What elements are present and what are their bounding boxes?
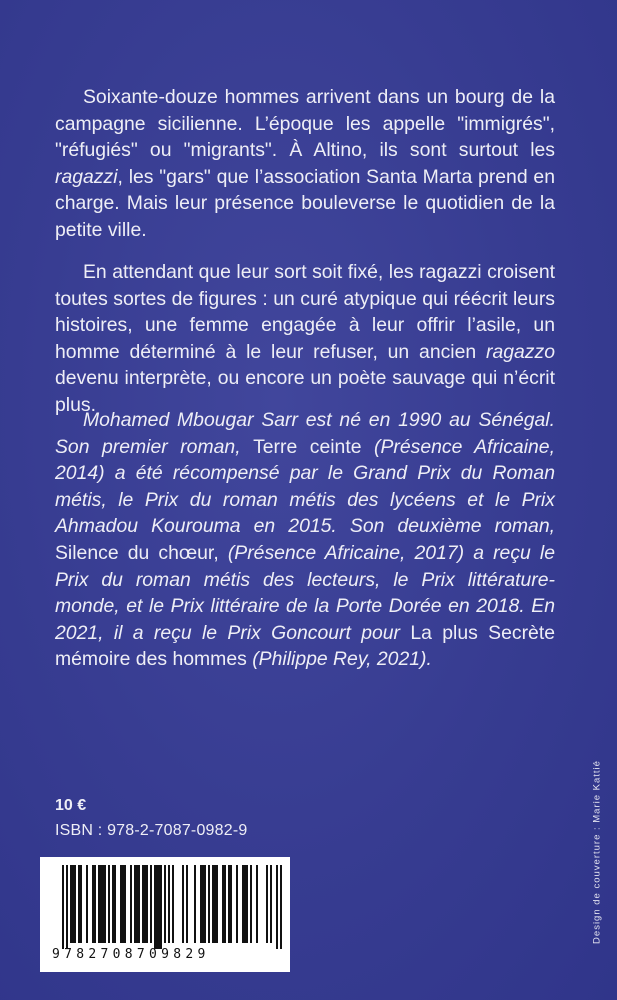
barcode-bar [156, 865, 158, 949]
barcode-bar [150, 865, 152, 943]
price-label: 10 € [55, 797, 87, 814]
barcode-bar [202, 865, 204, 943]
barcode-bar [246, 865, 248, 943]
barcode-bar [244, 865, 246, 943]
barcode-bar [120, 865, 122, 943]
barcode-bar [280, 865, 282, 949]
barcode-digits: 9782708709829 [52, 947, 210, 962]
barcode-bar [256, 865, 258, 943]
barcode-bar [86, 865, 88, 943]
author-bio: Mohamed Mbougar Sarr est né en 1990 au Sénégal. Son premier roman, Terre ceinte (Présence Africaine, 2014) a été récompensé par le Grand Prix du Roman métis, le Prix du roman métis des lycéens et le Prix Ahmadou Kourouma en 2015. Son deuxième roman, Silence du chœur, (Présence Africaine, 2017) a reçu le Prix du roman métis des lecteurs, le Prix littérature-monde, et le Prix littéraire de la Porte Dorée en 2018. En 2021, il a reçu le Prix Goncourt pour La plus Secrète mémoire des hommes (Philippe Rey, 2021). [55, 409, 556, 671]
barcode-bar [208, 865, 210, 943]
blurb-paragraph-1 [55, 84, 555, 244]
barcode-bar [216, 865, 218, 943]
barcode-bar [214, 865, 216, 943]
barcode-bar [70, 865, 72, 943]
barcode-bar [168, 865, 170, 943]
barcode-bar [80, 865, 82, 943]
barcode-bar [136, 865, 138, 943]
barcode-bar [124, 865, 126, 943]
barcode-bar [92, 865, 94, 943]
barcode-bar [212, 865, 214, 943]
barcode-bar [194, 865, 196, 943]
blurb-p2-text: En attendant que leur sort soit fixé, les ragazzi croisent toutes sortes de figures : un curé atypique qui réécrit leurs histoires, une femme engagée à leur offrir l’asile, un homme déterminé à le leur refuser, un ancien ragazzo devenu interprète, ou encore un poète sauvage qui n’écrit plus. [55, 261, 555, 416]
barcode-bar [186, 865, 188, 943]
barcode-bar [62, 865, 64, 949]
barcode-bar [78, 865, 80, 943]
barcode-bar [222, 865, 224, 943]
barcode-bar [108, 865, 110, 943]
barcode-bar [200, 865, 202, 943]
barcode-bar [134, 865, 136, 943]
barcode-bar [122, 865, 124, 943]
barcode-bar [112, 865, 114, 943]
barcode-bar [276, 865, 278, 949]
barcode-bar [74, 865, 76, 943]
barcode-bar [224, 865, 226, 943]
cover-design-credit: Design de couverture : Marie Kattié [591, 760, 603, 944]
barcode-bar [164, 865, 166, 943]
barcode-bar [144, 865, 146, 943]
barcode-bar [98, 865, 100, 943]
barcode-bar [270, 865, 272, 943]
barcode-bar [138, 865, 140, 943]
barcode-bar [250, 865, 252, 943]
barcode-bar [104, 865, 106, 943]
barcode-bar [204, 865, 206, 943]
barcode-bar [100, 865, 102, 943]
barcode [40, 857, 290, 972]
barcode-bar [230, 865, 232, 943]
barcode-bar [130, 865, 132, 943]
barcode-bar [146, 865, 148, 943]
barcode-bar [172, 865, 174, 943]
barcode-bar [242, 865, 244, 943]
isbn-label: ISBN : 978-2-7087-0982-9 [55, 822, 248, 839]
barcode-bar [182, 865, 184, 943]
barcode-bar [94, 865, 96, 943]
barcode-bar [158, 865, 160, 949]
blurb-p1-text: Soixante-douze hommes arrivent dans un bourg de la campagne sicilienne. L’époque les appelle "immigrés", "réfugiés" ou "migrants". À Altino, ils sont surtout les ragazzi, les "gars" que l’association Santa Marta prend en charge. Mais leur présence bouleverse le quotidien de la petite ville. [55, 86, 555, 241]
barcode-bar [102, 865, 104, 943]
barcode-bar [236, 865, 238, 943]
barcode-bar [72, 865, 74, 943]
barcode-bar [154, 865, 156, 949]
barcode-bar [66, 865, 68, 949]
blurb-paragraph-2 [55, 259, 555, 419]
barcode-bar [228, 865, 230, 943]
barcode-bar [142, 865, 144, 943]
barcode-bar [160, 865, 162, 949]
barcode-bar [114, 865, 116, 943]
barcode-bar [266, 865, 268, 943]
